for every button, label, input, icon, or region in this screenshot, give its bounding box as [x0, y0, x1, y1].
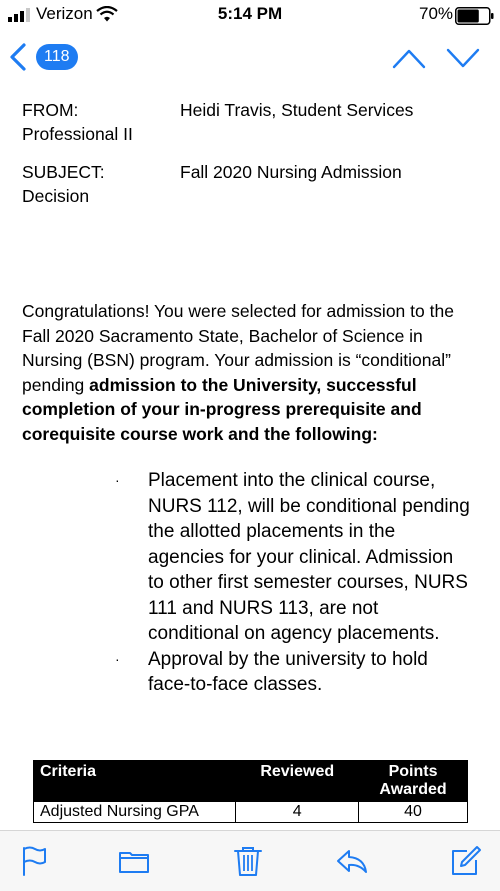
list-item — [110, 647, 470, 698]
body-bold-text: admission to the University, successful completion of your in-progress prerequisite and corequisite course work and the following: — [22, 374, 422, 444]
flag-icon[interactable] — [18, 845, 50, 877]
trash-icon[interactable] — [232, 845, 264, 877]
list-item-text: Approval by the university to hold face-to-face classes. — [148, 648, 428, 695]
message-nav-bar — [0, 30, 500, 86]
folder-icon[interactable] — [118, 845, 150, 877]
subject-label: SUBJECT: — [22, 162, 105, 182]
column-header-reviewed: Reviewed — [236, 761, 359, 802]
list-item — [110, 468, 470, 647]
subject-field — [22, 160, 482, 208]
next-message-chevron-down-icon[interactable] — [446, 47, 480, 69]
back-chevron-icon[interactable] — [6, 42, 30, 72]
table-row — [34, 802, 468, 823]
table-cell: 40 — [359, 802, 468, 823]
status-bar — [0, 0, 500, 30]
criteria-table — [33, 760, 468, 823]
reply-icon[interactable] — [336, 845, 368, 877]
from-label: FROM: — [22, 100, 79, 120]
back-to-inbox-count-badge[interactable]: 118 — [36, 44, 78, 70]
compose-icon[interactable] — [450, 845, 482, 877]
bottom-toolbar — [0, 830, 500, 891]
clock: 5:14 PM — [217, 4, 283, 23]
from-field — [22, 98, 482, 146]
carrier-name: Verizon — [36, 4, 93, 23]
column-header-criteria: Criteria — [34, 761, 236, 802]
from-value-continued: Professional II — [22, 124, 133, 144]
body-text: Congratulations! You were selected for admission to the Fall 2020 Sacramento State, Bachelor of Science in Nursing (BSN) program. Your admission is “conditional” pending — [22, 301, 454, 395]
from-value: Heidi Travis, Student Services — [180, 100, 414, 120]
condition-list — [110, 468, 470, 698]
battery-percentage: 70% — [419, 4, 454, 23]
battery-icon — [455, 7, 495, 25]
list-item-text: Placement into the clinical course, NURS 112, will be conditional pending the allotted placements in the agencies for your clinical. Admission to other first semester courses, NURS 111 and NURS 113, are not conditional on agency placements. — [148, 470, 470, 644]
bullet-marker: · — [115, 650, 120, 667]
table-header-row — [34, 761, 468, 802]
column-header-points-awarded: Points Awarded — [359, 761, 468, 802]
criteria-table-container — [33, 760, 468, 830]
email-body — [22, 88, 482, 698]
previous-message-chevron-up-icon[interactable] — [392, 47, 426, 69]
table-cell: Adjusted Nursing GPA — [34, 802, 236, 823]
body-paragraph — [22, 299, 482, 446]
bullet-marker: · — [115, 472, 120, 488]
subject-value-continued: Decision — [22, 186, 90, 206]
table-cell: 4 — [236, 802, 359, 823]
subject-value: Fall 2020 Nursing Admission — [180, 162, 402, 182]
